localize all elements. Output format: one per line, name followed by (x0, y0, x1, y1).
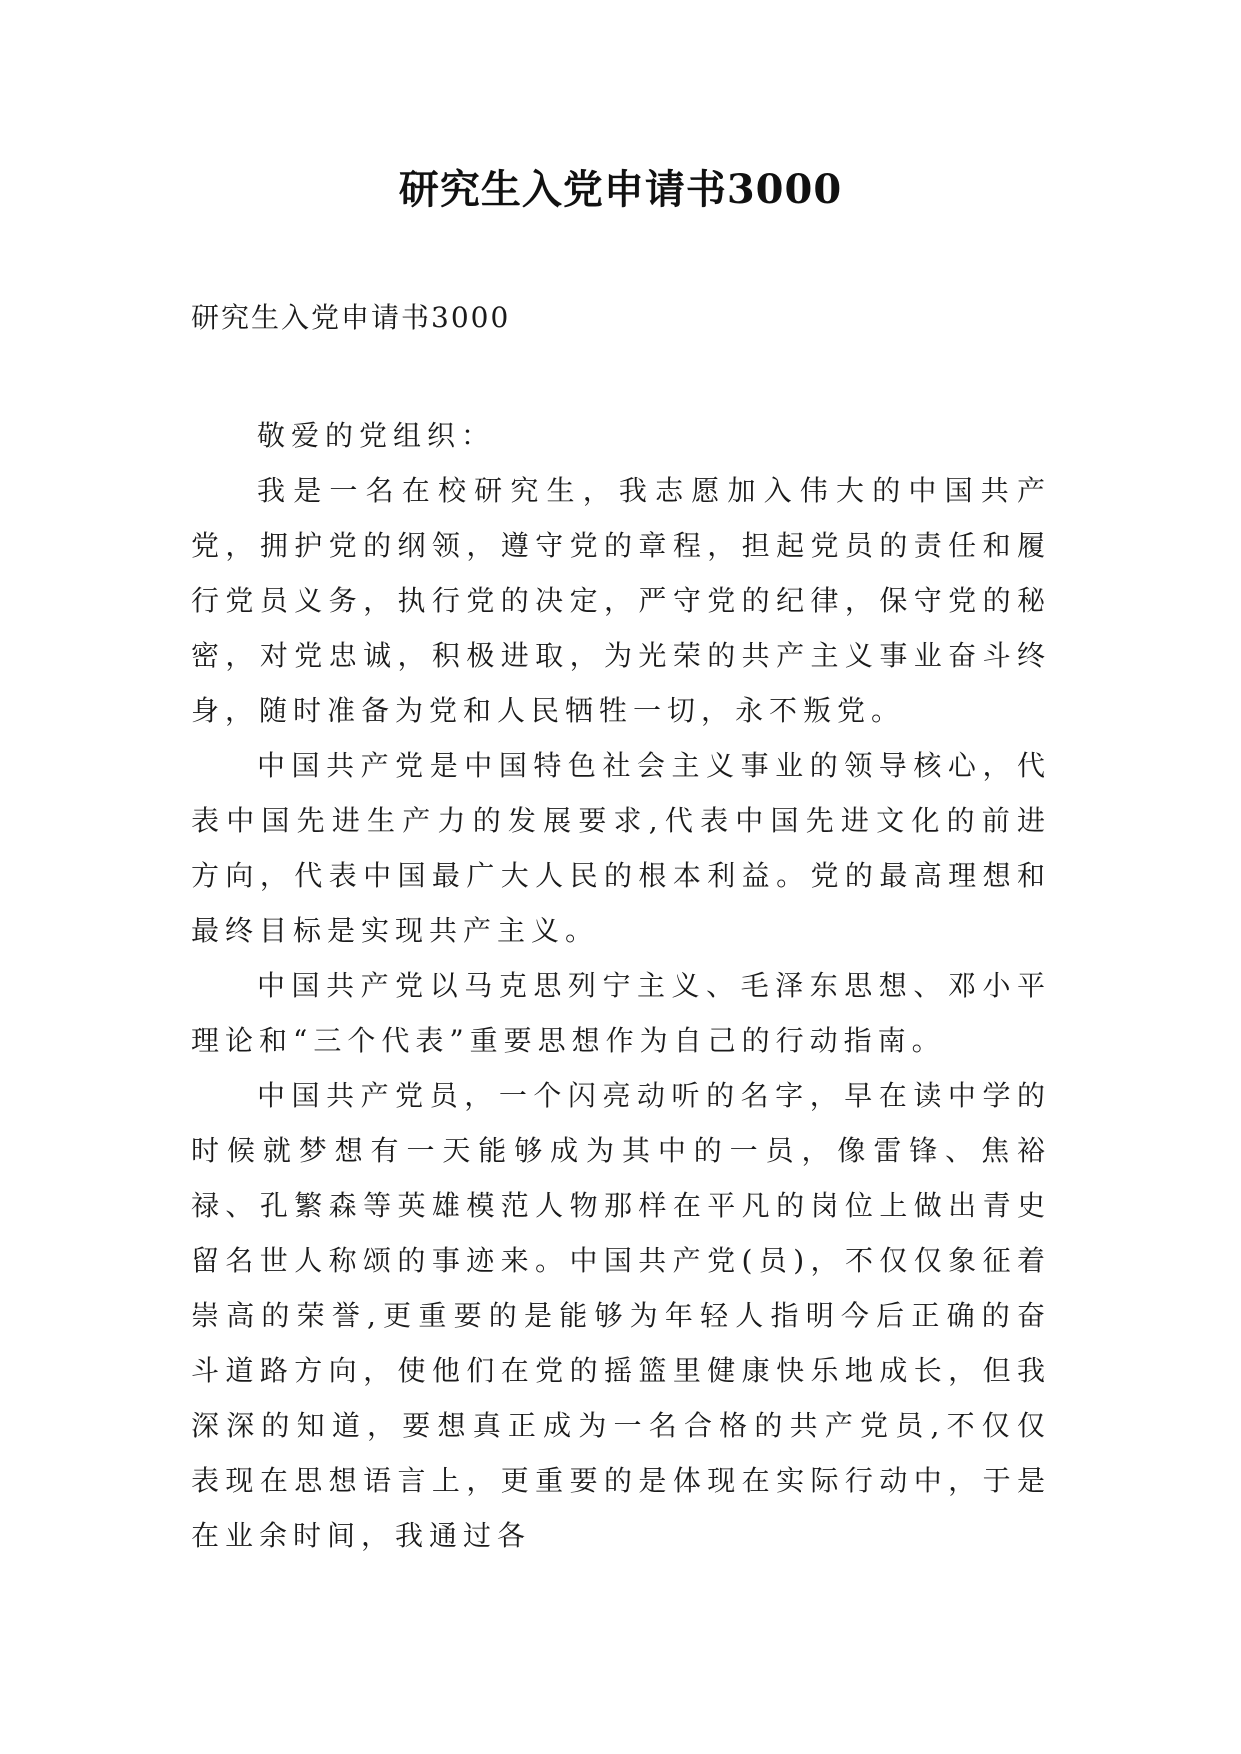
paragraph: 我是一名在校研究生，我志愿加入伟大的中国共产党，拥护党的纲领，遵守党的章程，担起党员的责任和履行党员义务，执行党的决定，严守党的纪律，保守党的秘密，对党忠诚，积极进取，为光荣的共产主义事业奋斗终身，随时准备为党和人民牺牲一切，永不叛党。 (191, 474, 1051, 727)
document-title: 研究生入党申请书3000 (398, 166, 843, 213)
document-subtitle: 研究生入党申请书3000 (191, 301, 511, 334)
paragraph: 中国共产党是中国特色社会主义事业的领导核心，代表中国先进生产力的发展要求,代表中国先进文化的前进方向，代表中国最广大人民的根本利益。党的最高理想和最终目标是实现共产主义。 (191, 749, 1051, 947)
paragraph: 中国共产党员，一个闪亮动听的名字，早在读中学的时候就梦想有一天能够成为其中的一员，像雷锋、焦裕禄、孔繁森等英雄模范人物那样在平凡的岗位上做出青史留名世人称颂的事迹来。中国共产党(员)，不仅仅象征着崇高的荣誉,更重要的是能够为年轻人指明今后正确的奋斗道路方向，使他们在党的摇篮里健康快乐地成长，但我深深的知道，要想真正成为一名合格的共产党员,不仅仅表现在思想语言上，更重要的是体现在实际行动中，于是在业余时间，我通过各 (191, 1079, 1051, 1552)
salutation: 敬爱的党组织： (257, 419, 496, 452)
paragraph: 中国共产党以马克思列宁主义、毛泽东思想、邓小平理论和“三个代表”重要思想作为自己的行动指南。 (191, 969, 1051, 1057)
document-body (191, 408, 1051, 1563)
